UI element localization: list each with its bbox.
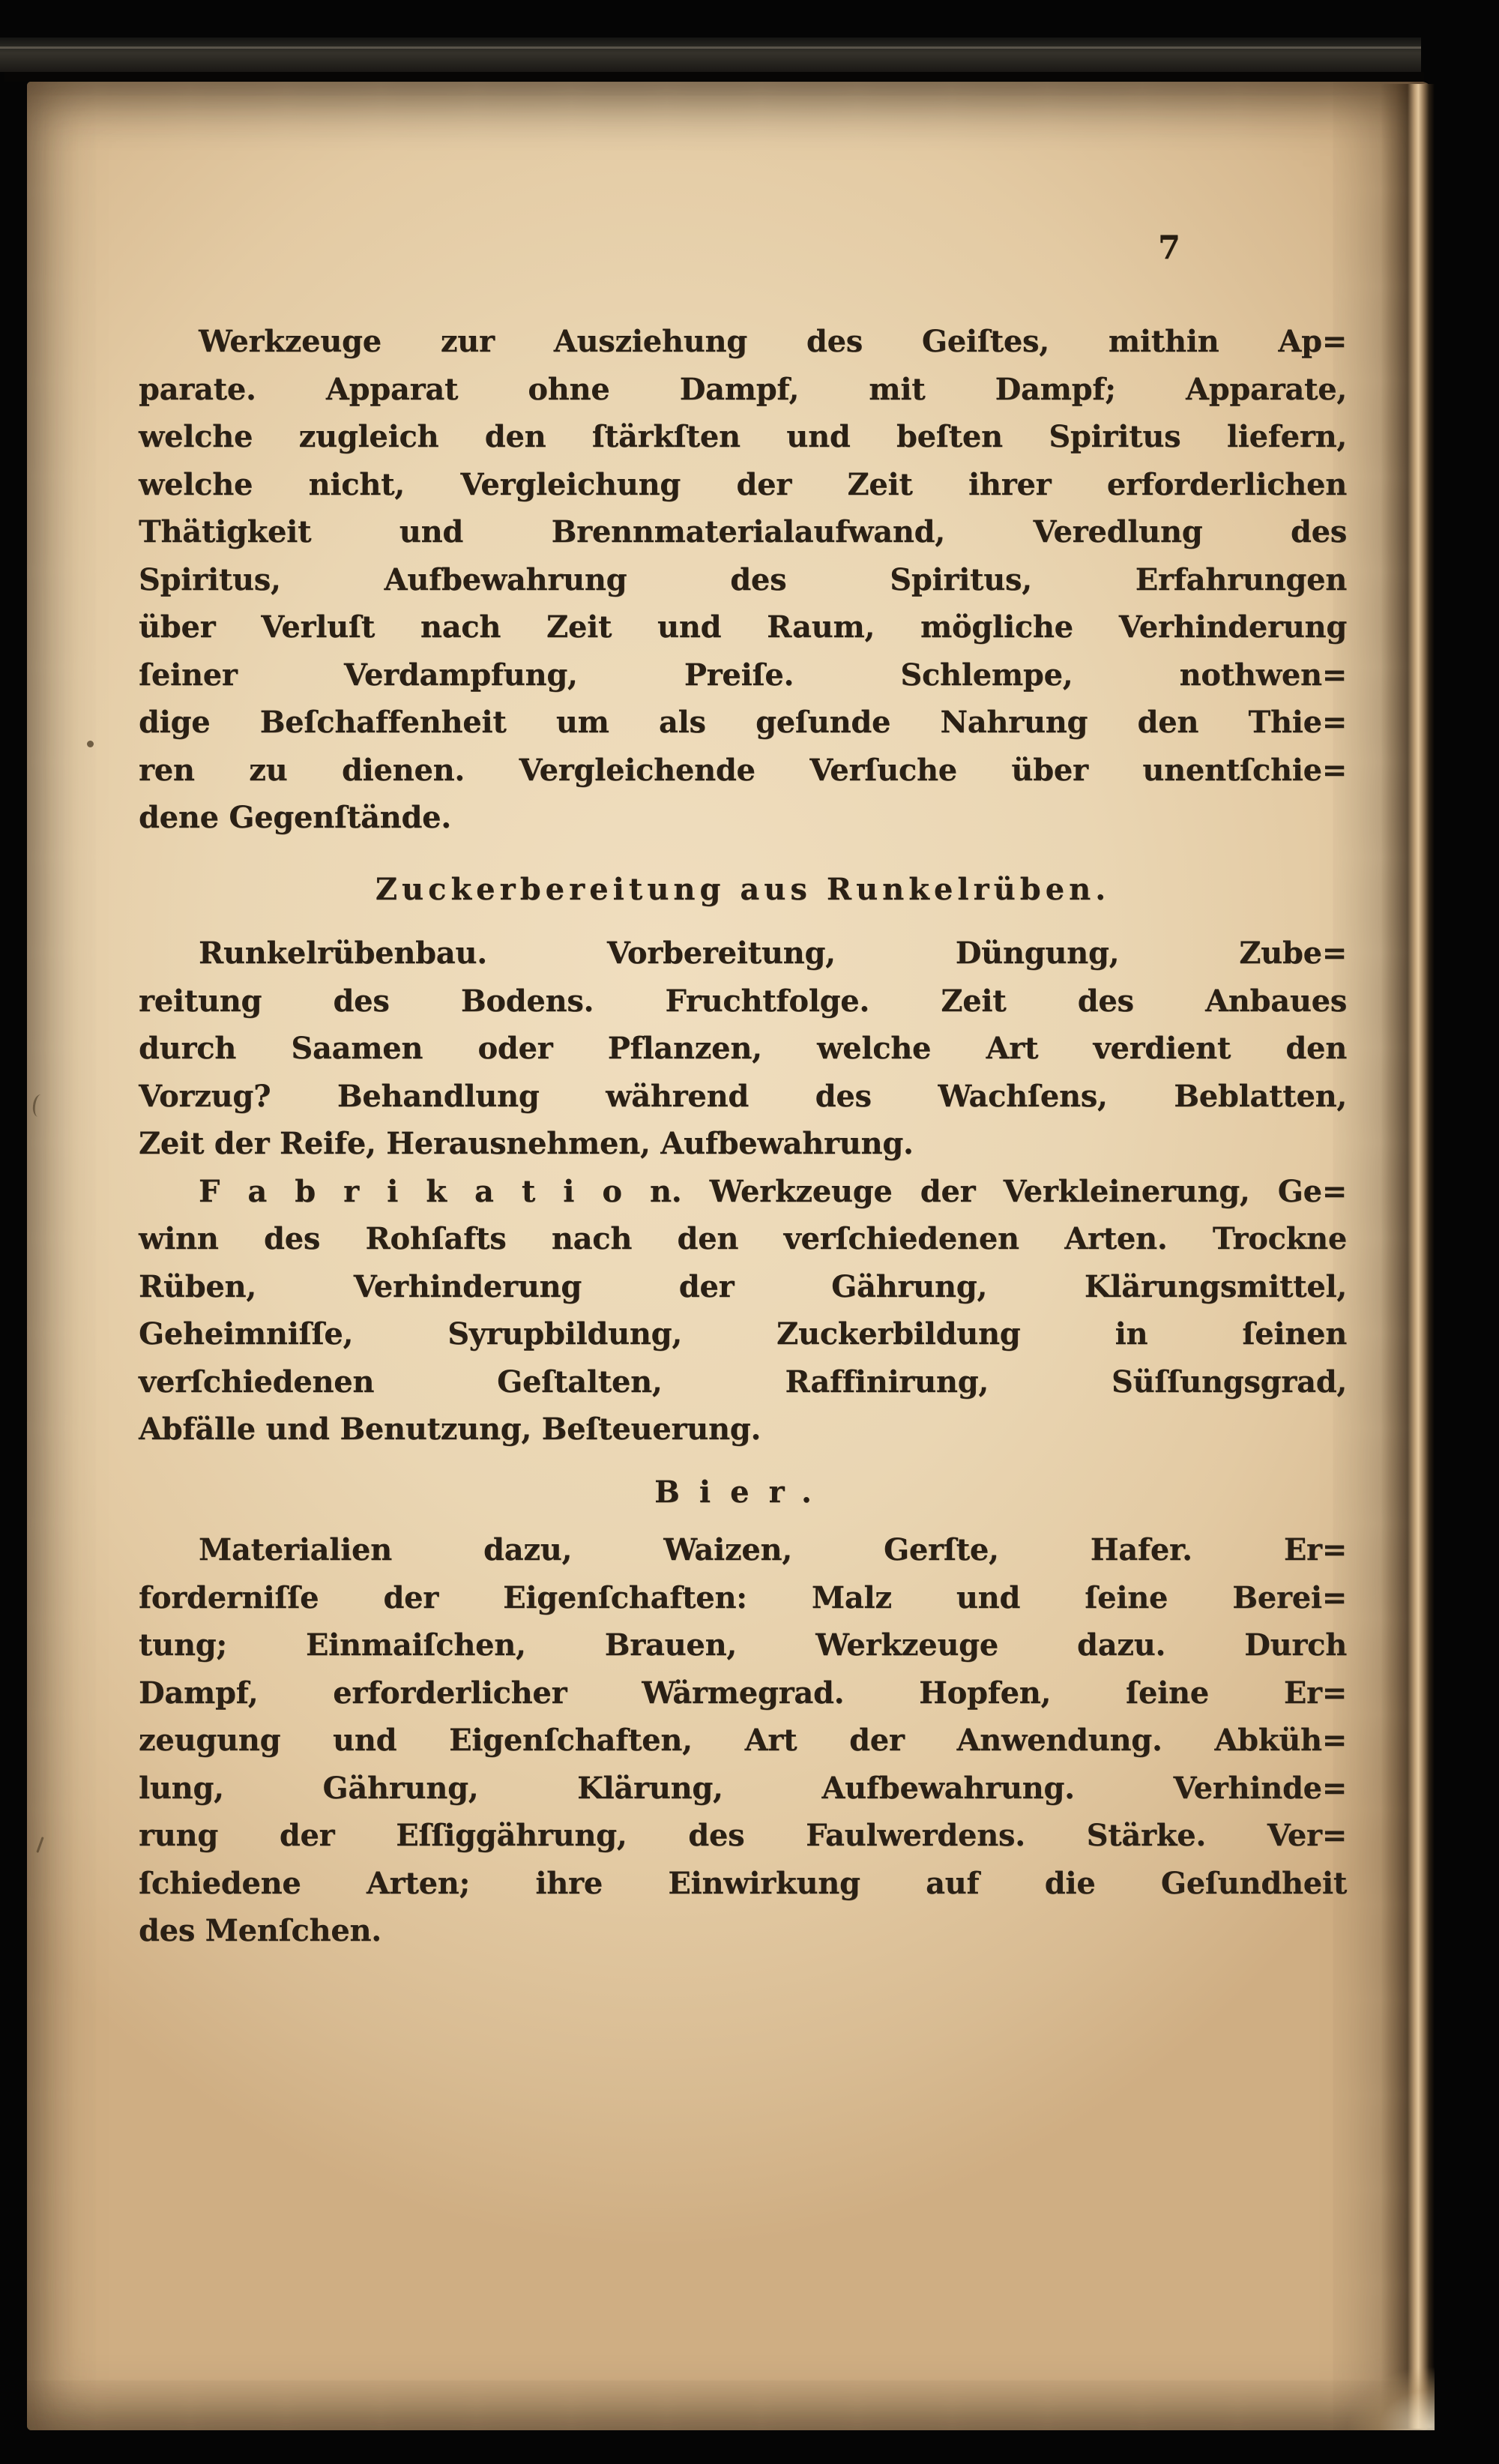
text-line: ſeiner Verdampfung, Preiſe. Schlempe, nothwen= bbox=[139, 657, 1347, 693]
section-heading: Bier. bbox=[654, 1474, 831, 1510]
page-fore-edge bbox=[1381, 84, 1435, 2429]
text-line: forderniſſe der Eigenſchaften: Malz und ſeine Berei= bbox=[139, 1579, 1347, 1615]
text-line: parate. Apparat ohne Dampf, mit Dampf; Apparate, bbox=[139, 371, 1347, 407]
page-corner-curl bbox=[1336, 2358, 1435, 2430]
text-line: lung, Gährung, Klärung, Aufbewahrung. Verhinde= bbox=[139, 1770, 1347, 1806]
book-top-edge bbox=[0, 37, 1421, 72]
text-line: welche nicht, Vergleichung der Zeit ihrer erforderlichen bbox=[139, 466, 1347, 502]
text-line: Zeit der Reife, Herausnehmen, Aufbewahrung. bbox=[139, 1126, 914, 1161]
text-line: verſchiedenen Geſtalten, Raffinirung, Süſſungsgrad, bbox=[139, 1364, 1347, 1400]
text-line: dige Beſchaffenheit um als geſunde Nahrung den Thie= bbox=[139, 705, 1347, 740]
text-line: tung; Einmaiſchen, Brauen, Werkzeuge dazu. Durch bbox=[139, 1627, 1347, 1663]
text-line: zeugung und Eigenſchaften, Art der Anwendung. Abküh= bbox=[139, 1723, 1347, 1758]
text-line: Rüben, Verhinderung der Gährung, Klärungsmittel, bbox=[139, 1268, 1347, 1304]
text-line: Werkzeuge zur Ausziehung des Geiſtes, mithin Ap= bbox=[199, 324, 1347, 359]
text-line: F a b r i k a t i o n. Werkzeuge der Verkleinerung, Ge= bbox=[199, 1173, 1347, 1209]
text-line: durch Saamen oder Pflanzen, welche Art verdient den bbox=[139, 1031, 1347, 1066]
text-line: winn des Rohſafts nach den verſchiedenen Arten. Trockne bbox=[139, 1221, 1347, 1256]
text-line: Geheimniſſe, Syrupbildung, Zuckerbildung in ſeinen bbox=[139, 1316, 1347, 1352]
text-line: welche zugleich den ſtärkſten und beſten Spiritus liefern, bbox=[139, 419, 1347, 454]
text-line: Abfälle und Benutzung, Beſteuerung. bbox=[139, 1412, 761, 1447]
text-line: Spiritus, Aufbewahrung des Spiritus, Erfahrungen bbox=[139, 561, 1347, 597]
text-line: Vorzug? Behandlung während des Wachſens, Beblatten, bbox=[139, 1078, 1347, 1114]
page-top-shadow bbox=[4, 72, 1424, 82]
text-line: Thätigkeit und Brennmaterialaufwand, Veredlung des bbox=[139, 514, 1347, 549]
text-line: reitung des Bodens. Fruchtfolge. Zeit des Anbaues bbox=[139, 983, 1347, 1019]
section-heading: Zuckerbereitung aus Runkelrüben. bbox=[375, 871, 1111, 907]
text-line: über Verluſt nach Zeit und Raum, mögliche Verhinderung bbox=[139, 609, 1347, 645]
text-line: ſchiedene Arten; ihre Einwirkung auf die Geſundheit bbox=[139, 1865, 1347, 1901]
text-line: Runkelrübenbau. Vorbereitung, Düngung, Zube= bbox=[199, 936, 1347, 971]
text-line: Materialien dazu, Waizen, Gerſte, Hafer. Er= bbox=[199, 1532, 1347, 1567]
text-line: dene Gegenſtände. bbox=[139, 800, 451, 835]
page-number: 7 bbox=[1158, 229, 1180, 267]
text-line: ren zu dienen. Vergleichende Verſuche über unentſchie= bbox=[139, 752, 1347, 788]
text-block bbox=[139, 318, 1347, 1955]
scan-speck bbox=[87, 741, 94, 747]
book-top-edge-highlight bbox=[0, 46, 1421, 49]
text-line: des Menſchen. bbox=[139, 1913, 381, 1948]
text-line: Dampf, erforderlicher Wärmegrad. Hopfen, ſeine Er= bbox=[139, 1675, 1347, 1711]
text-line: rung der Eſſiggährung, des Faulwerdens. Stärke. Ver= bbox=[139, 1818, 1347, 1853]
